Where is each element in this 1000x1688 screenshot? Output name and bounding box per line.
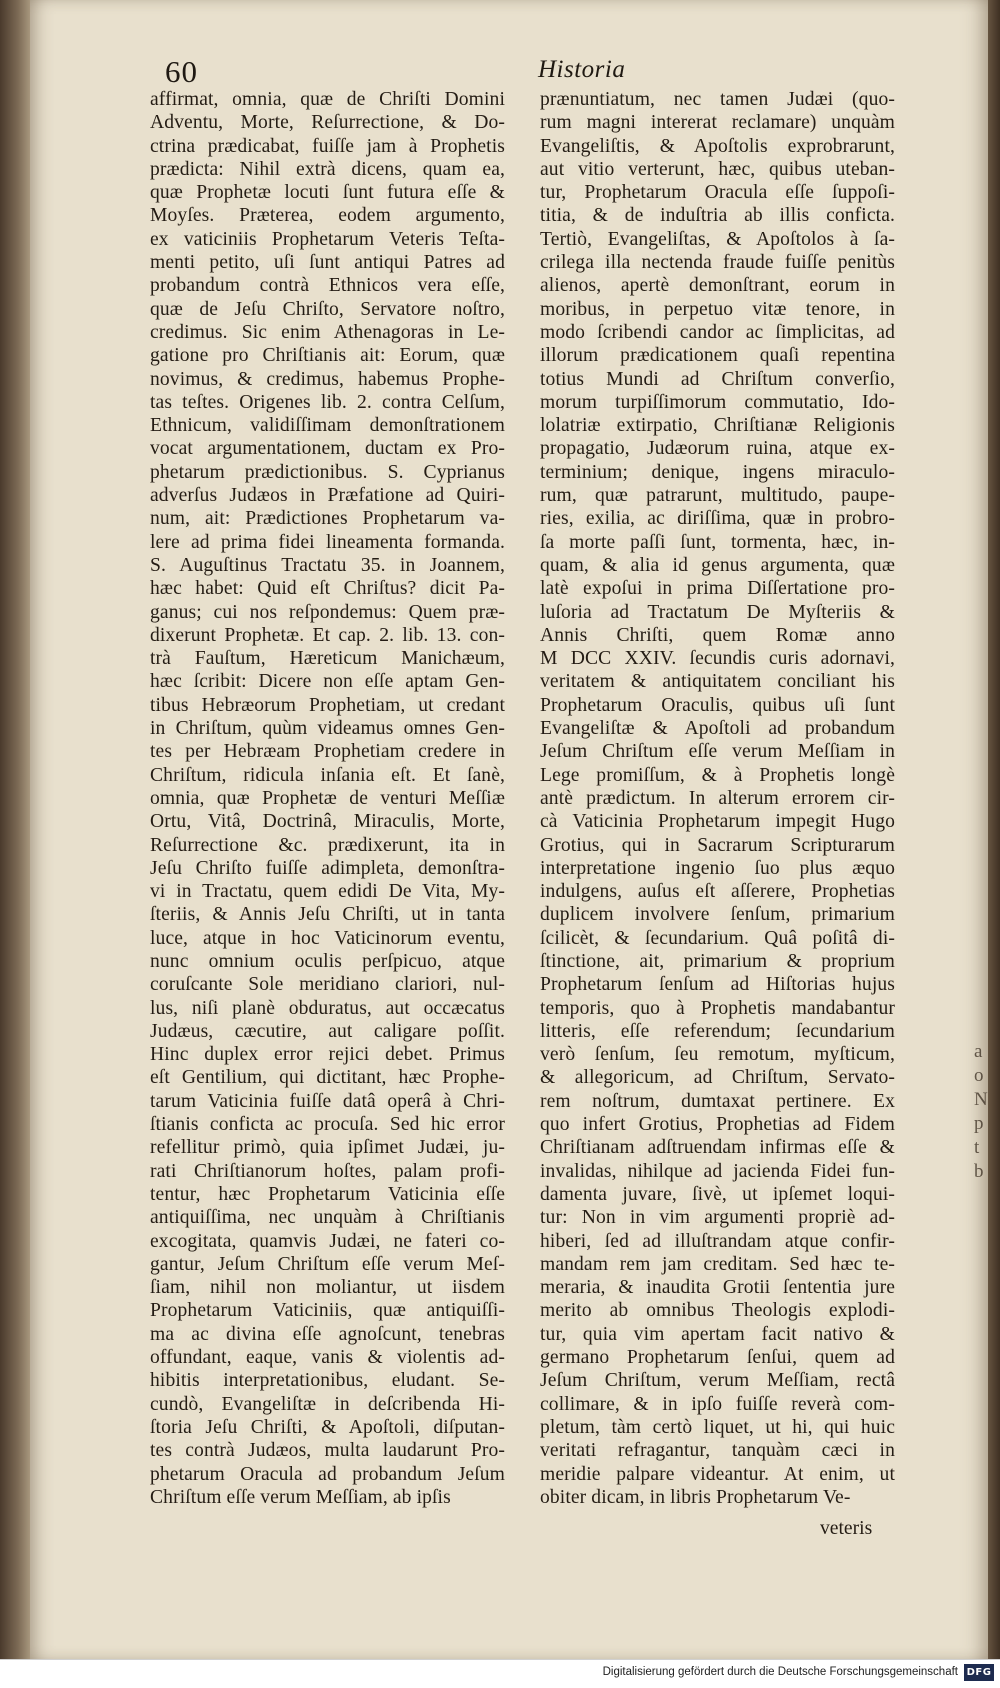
text-line: Chriſtum eſſe verum Meſſiam, ab ipſis	[150, 1486, 451, 1508]
text-line: ſcilicèt, & ſecundarium. Quâ poſitâ di-	[540, 927, 895, 949]
text-line: S. Auguſtinus Tractatu 35. in Joannem,	[150, 554, 505, 576]
text-line: hibitis interpretationibus, eludant. Se-	[150, 1370, 505, 1392]
text-line: cundò, Evangeliſtæ in deſcribenda Hi-	[150, 1393, 505, 1415]
text-line: Judæus, cæcutire, aut caligare poſſit.	[150, 1020, 505, 1042]
text-line: phetarum prædictionibus. S. Cyprianus	[150, 461, 505, 483]
text-line: antè prædictum. In alterum errorem cir-	[540, 787, 895, 809]
next-page-edge-marks	[974, 1040, 996, 1184]
text-line: invalidas, nihilque ad jacienda Fidei fun-	[540, 1160, 895, 1182]
text-line: ſtoria Jeſu Chriſti, & Apoſtoli, diſputan-	[150, 1416, 505, 1438]
text-line: & allegoricum, ad Chriſtum, Servato-	[540, 1067, 895, 1089]
text-line: ganus; cui nos reſpondemus: Quem præ-	[150, 601, 505, 623]
text-line: Tertiò, Evangeliſtas, & Apoſtolos à ſa-	[540, 228, 895, 250]
text-line: totius Mundi ad Chriſtum converſio,	[540, 368, 895, 390]
text-line: luce, atque in hoc Vaticinorum eventu,	[150, 927, 505, 949]
text-line: Jeſu Chriſto fuiſſe adimpleta, demonſtra-	[150, 857, 505, 879]
text-line: ries, exilia, ac diriſſima, quæ in probro-	[540, 508, 895, 530]
text-line: tas teſtes. Origenes lib. 2. contra Celſum,	[150, 391, 505, 413]
text-line: duplicem involvere ſenſum, primarium	[540, 904, 895, 926]
text-line: meridie palpare videantur. At enim, ut	[540, 1463, 895, 1485]
text-line: terminium; denique, ingens miraculo-	[540, 461, 895, 483]
text-line: tur, Prophetarum Oracula eſſe ſuppoſi-	[540, 182, 895, 204]
text-line: Prophetarum ſenſum ad Hiſtorias hujus	[540, 974, 895, 996]
text-line: tibus Hebræorum Prophetiam, ut credant	[150, 694, 505, 716]
edge-mark: b	[974, 1161, 984, 1182]
text-line: ſiam, nihil non moliantur, ut iisdem	[150, 1277, 505, 1299]
text-line: pletum, tàm certò liquet, ut hi, qui huic	[540, 1416, 895, 1438]
text-line: Jeſum Chriſtum, verum Meſſiam, rectâ	[540, 1370, 895, 1392]
text-line: veritati refragantur, tanquàm cæci in	[540, 1440, 895, 1462]
text-line: Annis Chriſti, quem Romæ anno	[540, 624, 895, 646]
text-line: tes per Hebræam Prophetiam credere in	[150, 741, 505, 763]
text-line: morum turpiſſimorum commutatio, Ido-	[540, 391, 895, 413]
text-line: latè expoſui in prima Diſſertatione pro-	[540, 578, 895, 600]
text-line: illorum prædicationem quaſi repentina	[540, 345, 895, 367]
page-number: 60	[165, 54, 198, 89]
text-line: Chriſtum, ridicula inſania eſt. Et ſanè,	[150, 764, 505, 786]
text-line: merito ab omnibus Theologis explodi-	[540, 1300, 895, 1322]
text-line: Prophetarum Vaticiniis, quæ antiquiſſi-	[150, 1300, 505, 1322]
book-page	[30, 0, 988, 1660]
edge-mark: o	[974, 1065, 984, 1086]
text-line: lolatriæ extirpatio, Chriſtianæ Religionis	[540, 415, 895, 437]
text-line: ſtianis conficta ac procuſa. Sed hic error	[150, 1114, 505, 1136]
text-line: litteris, eſſe referendum; ſecundarium	[540, 1020, 895, 1042]
text-line: luſoria ad Tractatum De Myſteriis &	[540, 601, 895, 623]
text-line: aut vitio verterunt, hæc, quibus uteban-	[540, 158, 895, 180]
text-line: Adventu, Morte, Reſurrectione, & Do-	[150, 112, 505, 134]
text-line: germano Prophetarum ſenſui, quem ad	[540, 1347, 895, 1369]
text-line: dixerunt Prophetæ. Et cap. 2. lib. 13. con-	[150, 624, 505, 646]
text-line: Ortu, Vitâ, Doctrinâ, Miraculis, Morte,	[150, 811, 505, 833]
text-line: ex vaticiniis Prophetarum Veteris Teſta-	[150, 228, 505, 250]
edge-mark: a	[974, 1041, 983, 1062]
text-line: rum magni intererat reclamare) unquàm	[540, 112, 895, 134]
text-line: quæ Prophetæ locuti ſunt futura eſſe &	[150, 182, 505, 204]
edge-mark: t	[974, 1137, 980, 1158]
text-line: tentur, hæc Prophetarum Vaticinia eſſe	[150, 1183, 505, 1205]
text-line: gatione pro Chriſtianis ait: Eorum, quæ	[150, 345, 505, 367]
text-line: vocat argumentationem, ductam ex Pro-	[150, 438, 505, 460]
text-line: rati Chriſtianorum hoſtes, palam profi-	[150, 1160, 505, 1182]
text-line: verò ſenſum, ſeu remotum, myſticum,	[540, 1044, 895, 1066]
text-line: moribus, in perpetuo vitæ tenore, in	[540, 298, 895, 320]
text-line: modo ſcribendi candor ac ſimplicitas, ad	[540, 321, 895, 343]
text-line: propagatio, Judæorum ruina, atque ex-	[540, 438, 895, 460]
text-line: cà Vaticinia Prophetarum impegit Hugo	[540, 811, 895, 833]
text-line: Jeſum Chriſtum eſſe verum Meſſiam in	[540, 741, 895, 763]
text-line: Chriſtianam adſtruendam infirmas eſſe &	[540, 1137, 895, 1159]
text-line: ſtinctione, ait, primarium & proprium	[540, 950, 895, 972]
text-line: collimare, & in ipſo fuiſſe reverà com-	[540, 1393, 895, 1415]
text-line: titia, & de induſtria ab illis conficta.	[540, 205, 895, 227]
text-line: meraria, & inaudita Grotii ſententia jure	[540, 1277, 895, 1299]
text-line: alienos, apertè demonſtrant, eorum in	[540, 275, 895, 297]
text-line: rem noſtrum, dumtaxat pertinere. Ex	[540, 1090, 895, 1112]
text-line: tes contrà Judæos, multa laudarunt Pro-	[150, 1440, 505, 1462]
text-line: quam, & alia id genus argumenta, quæ	[540, 554, 895, 576]
text-line: omnia, quæ Prophetæ de venturi Meſſiæ	[150, 787, 505, 809]
text-line: quo infert Grotius, Prophetias ad Fidem	[540, 1114, 895, 1136]
text-line: trà Fauſtum, Hæreticum Manichæum,	[150, 648, 505, 670]
text-line: hæc habet: Quid eſt Chriſtus? dicit Pa-	[150, 578, 505, 600]
text-line: credimus. Sic enim Athenagoras in Le-	[150, 321, 505, 343]
text-line: Prophetarum Oraculis, quibus uſi ſunt	[540, 694, 895, 716]
text-line: tarum Vaticinia fuiſſe datâ operâ à Chri-	[150, 1090, 505, 1112]
text-line: novimus, & credimus, habemus Prophe-	[150, 368, 505, 390]
text-line: probandum contrà Ethnicos vera eſſe,	[150, 275, 505, 297]
text-line: Evangeliſtæ & Apoſtoli ad probandum	[540, 718, 895, 740]
funding-notice: Digitalisierung gefördert durch die Deutsche Forschungsgemeinschaft	[602, 1666, 958, 1678]
right-text-column	[540, 88, 895, 1509]
text-line: tur: Non in vim argumenti propriè ad-	[540, 1207, 895, 1229]
text-line: gantur, Jeſum Chriſtum eſſe verum Meſ-	[150, 1253, 505, 1275]
text-line: num, ait: Prædictiones Prophetarum va-	[150, 508, 505, 530]
text-line: tur, quia vim apertam facit nativo &	[540, 1323, 895, 1345]
text-line: refellitur primò, quia ipſimet Judæi, ju-	[150, 1137, 505, 1159]
text-line: hiberi, ſed ad illuſtrandam atque confir-	[540, 1230, 895, 1252]
text-line: Lege promiſſum, & à Prophetis longè	[540, 764, 895, 786]
edge-mark: p	[974, 1113, 984, 1134]
text-line: Reſurrectione &c. prædixerunt, ita in	[150, 834, 505, 856]
text-line: ctrina prædicabat, fuiſſe jam à Prophetis	[150, 135, 505, 157]
text-line: coruſcante Sole meridiano clariori, nul-	[150, 974, 505, 996]
text-line: menti petito, uſi ſunt antiqui Patres ad	[150, 252, 505, 274]
text-line: Moyſes. Præterea, eodem argumento,	[150, 205, 505, 227]
text-line: M DCC XXIV. ſecundis curis adornavi,	[540, 648, 895, 670]
text-line: mandam rem jam creditam. Sed hæc te-	[540, 1253, 895, 1275]
text-line: obiter dicam, in libris Prophetarum Ve-	[540, 1486, 851, 1508]
text-line: Evangeliſtis, & Apoſtolis exprobrarunt,	[540, 135, 895, 157]
text-line: lere ad prima fidei lineamenta formanda.	[150, 531, 505, 553]
text-line: rum, quæ patrarunt, multitudo, paupe-	[540, 485, 895, 507]
text-line: excogitata, quamvis Judæi, ne fateri co-	[150, 1230, 505, 1252]
catchword: veteris	[820, 1518, 873, 1539]
text-line: nunc omnium oculis perſpicuo, atque	[150, 950, 505, 972]
text-line: damenta juvare, ſivè, ut ipſemet loqui-	[540, 1183, 895, 1205]
text-line: ma ac divina eſſe agnoſcunt, tenebras	[150, 1323, 505, 1345]
text-line: in Chriſtum, quùm videamus omnes Gen-	[150, 718, 505, 740]
text-line: antiquiſſima, nec unquàm à Chriſtianis	[150, 1207, 505, 1229]
text-line: prænuntiatum, nec tamen Judæi (quo-	[540, 89, 895, 110]
text-line: temporis, quo à Prophetis mandabantur	[540, 997, 895, 1019]
text-line: Hinc duplex error rejici debet. Primus	[150, 1044, 505, 1066]
text-line: Grotius, qui in Sacrarum Scripturarum	[540, 834, 895, 856]
text-line: Ethnicum, validiſſimam demonſtrationem	[150, 415, 505, 437]
text-line: prædicta: Nihil extrà dicens, quam ea,	[150, 158, 505, 180]
text-line: hæc ſcribit: Dicere non eſſe aptam Gen-	[150, 671, 505, 693]
text-line: phetarum Oracula ad probandum Jeſum	[150, 1463, 505, 1485]
text-line: ſteriis, & Annis Jeſu Chriſti, ut in tanta	[150, 904, 505, 926]
edge-mark: N	[974, 1089, 988, 1110]
text-line: crilega illa nectenda fraude fuiſſe penitùs	[540, 252, 895, 274]
text-line: vi in Tractatu, quem edidi De Vita, My-	[150, 881, 505, 903]
text-line: eſt Gentilium, qui dictitant, hæc Prophe-	[150, 1067, 505, 1089]
text-line: affirmat, omnia, quæ de Chriſti Domini	[150, 89, 505, 110]
running-head: Historia	[538, 56, 626, 83]
text-line: adverſus Judæos in Præfatione ad Quiri-	[150, 485, 505, 507]
text-line: veritatem & antiquitatem conciliant his	[540, 671, 895, 693]
dfg-logo: DFG	[964, 1664, 994, 1681]
text-line: interpretatione ingenio ſuo plus æquo	[540, 857, 895, 879]
text-line: indulgens, auſus eſt aſſerere, Prophetias	[540, 881, 895, 903]
text-line: ſa morte paſſi ſunt, tormenta, hæc, in-	[540, 531, 895, 553]
digitization-footer	[0, 1659, 1000, 1688]
text-line: lus, niſi planè obduratus, aut occæcatus	[150, 997, 505, 1019]
text-line: offundant, eaque, vanis & violentis ad-	[150, 1347, 505, 1369]
left-text-column	[150, 88, 505, 1509]
text-line: quæ de Jeſu Chriſto, Servatore noſtro,	[150, 298, 505, 320]
